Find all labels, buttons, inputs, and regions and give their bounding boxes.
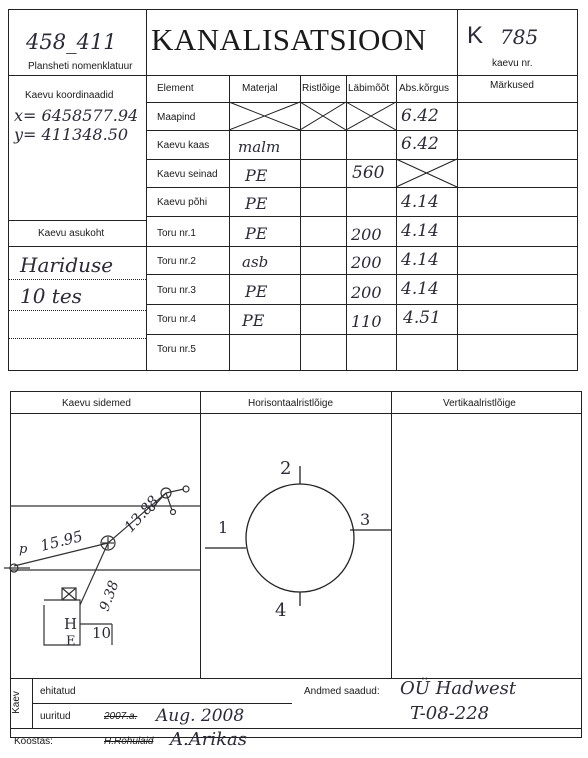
built-label: ehitatud xyxy=(40,686,76,697)
row-material: PE xyxy=(242,311,265,330)
row-height: 4.14 xyxy=(401,250,439,270)
house-letter: E xyxy=(66,634,76,649)
location-line1: Hariduse xyxy=(20,253,114,277)
well-number-label: kaevu nr. xyxy=(492,58,533,69)
surveyed-label: uuritud xyxy=(40,711,71,722)
row-height: 4.14 xyxy=(401,279,439,299)
coords-x: x= 6458577.94 xyxy=(14,106,139,125)
coords-label: Kaevu koordinaadid xyxy=(25,90,114,101)
surveyed-date-new: Aug. 2008 xyxy=(156,706,245,726)
nomenclature-label: Plansheti nomenklatuur xyxy=(28,61,133,72)
row-material: PE xyxy=(245,166,268,185)
pipe-1-label: 1 xyxy=(218,518,229,537)
location-label: Kaevu asukoht xyxy=(38,228,105,239)
row-height: 4.51 xyxy=(403,308,441,328)
row-height: 6.42 xyxy=(401,134,439,154)
row-material: PE xyxy=(245,282,268,301)
row-diameter: 200 xyxy=(351,253,382,272)
col-header-element: Element xyxy=(157,83,194,94)
data-from-code: T-08-228 xyxy=(410,703,490,724)
section-links-label: Kaevu sidemed xyxy=(62,398,131,409)
col-header-height: Abs.kõrgus xyxy=(399,83,450,94)
section-vertical-label: Vertikaalristlõige xyxy=(443,398,516,409)
row-element: Kaevu seinad xyxy=(157,169,218,180)
pipe-2-label: 2 xyxy=(280,458,292,479)
row-height: 6.42 xyxy=(401,106,439,126)
location-line2: 10 tes xyxy=(20,284,82,308)
row-element: Toru nr.2 xyxy=(157,256,196,267)
row-diameter: 560 xyxy=(352,163,385,183)
row-diameter: 200 xyxy=(351,225,382,244)
distance-label: 15.95 xyxy=(38,527,85,555)
row-element: Kaevu põhi xyxy=(157,197,208,208)
row-element: Maapind xyxy=(157,112,196,123)
well-number: 785 xyxy=(500,25,539,49)
well-letter: K xyxy=(467,22,484,49)
compiled-old: H.Rohulaid xyxy=(104,736,154,747)
coords-y: y= 411348.50 xyxy=(14,125,129,144)
row-element: Toru nr.3 xyxy=(157,285,196,296)
compiled-label: Koostas: xyxy=(14,736,53,747)
divider xyxy=(32,703,292,704)
row-material: PE xyxy=(245,194,268,213)
side-label: Kaev xyxy=(10,691,22,714)
house-number: 10 xyxy=(92,624,112,642)
distance-label: 13.88 xyxy=(120,492,163,536)
row-material: PE xyxy=(245,224,268,243)
row-diameter: 110 xyxy=(351,312,382,331)
data-from-label: Andmed saadud: xyxy=(304,686,380,697)
row-material: malm xyxy=(238,138,281,156)
compiled-new: A.Arikas xyxy=(170,729,247,750)
row-element: Toru nr.5 xyxy=(157,344,196,355)
pipe-3-label: 3 xyxy=(360,510,371,529)
row-element: Kaevu kaas xyxy=(157,140,210,151)
row-element: Toru nr.1 xyxy=(157,228,196,239)
page-title: KANALISATSIOON xyxy=(151,22,427,57)
col-header-section: Ristlõige xyxy=(302,83,341,94)
col-header-notes: Märkused xyxy=(490,80,534,91)
divider xyxy=(10,728,582,729)
row-material: asb xyxy=(242,253,269,271)
row-diameter: 200 xyxy=(351,283,382,302)
col-header-diameter: Läbimõõt xyxy=(348,83,390,94)
row-element: Toru nr.4 xyxy=(157,314,196,325)
data-from-value: OÜ Hadwest xyxy=(400,678,517,699)
section-horizontal-label: Horisontaalristlõige xyxy=(248,398,334,409)
row-height: 4.14 xyxy=(401,192,439,212)
distance-label: 9.38 xyxy=(96,578,123,614)
surveyed-date-old: 2007.a. xyxy=(104,711,138,722)
col-header-material: Materjal xyxy=(242,83,278,94)
nomenclature-value: 458_411 xyxy=(26,30,117,54)
pipe-4-label: 4 xyxy=(275,600,287,621)
row-height: 4.14 xyxy=(401,221,439,241)
house-letter: H xyxy=(64,615,78,633)
p-label: p xyxy=(19,542,28,557)
